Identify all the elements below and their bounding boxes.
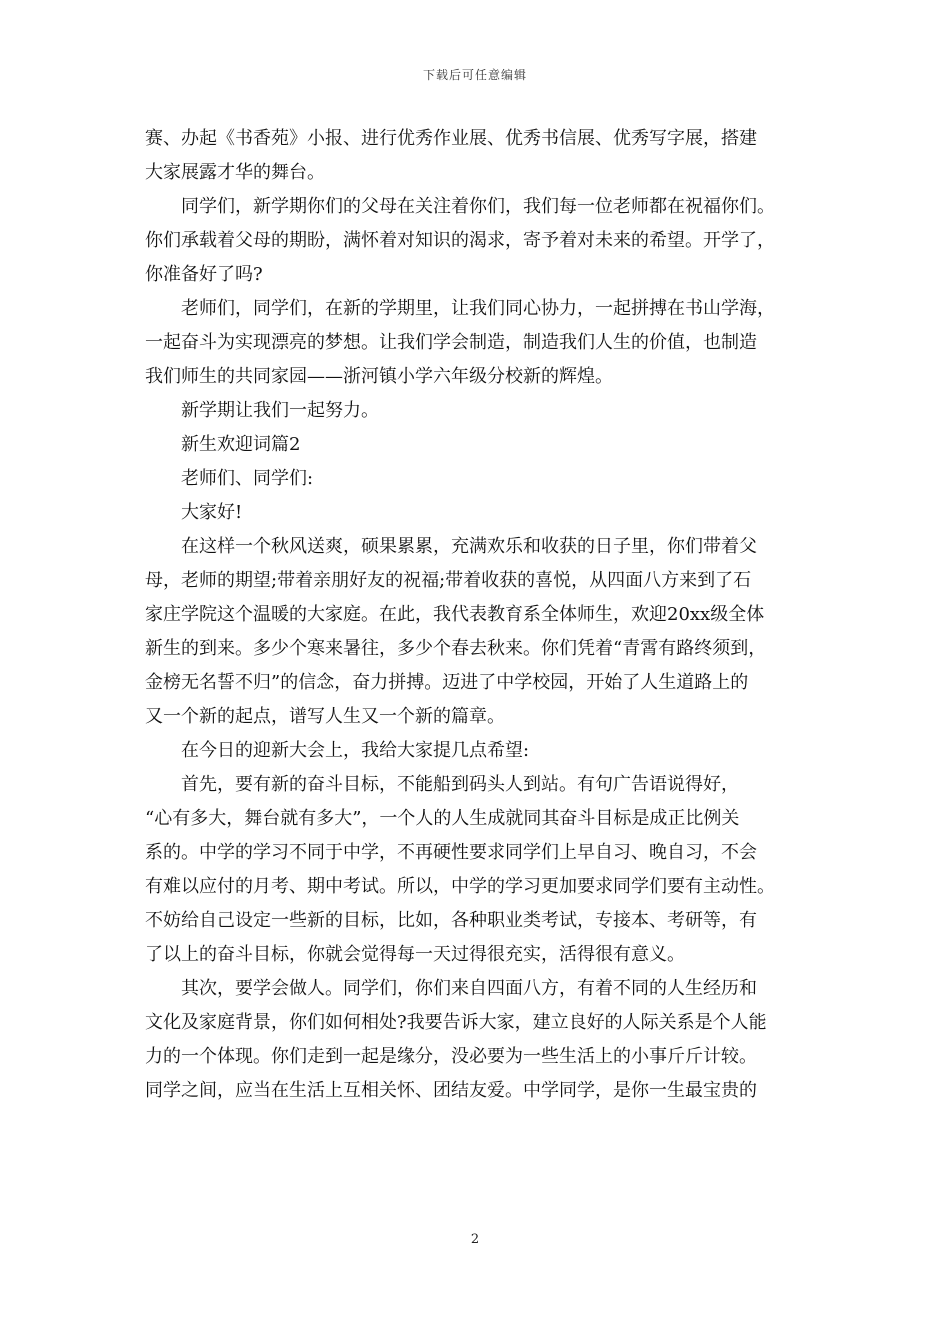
text-line: 老师们、同学们: xyxy=(181,468,314,489)
page-header: 下载后可任意编辑 xyxy=(422,68,527,82)
text-line: 有难以应付的月考、期中考试。所以，中学的学习更加要求同学们要有主动性。 xyxy=(145,876,775,897)
text-line: 大家展露才华的舞台。 xyxy=(145,162,325,183)
text-line: 母，老师的期望;带着亲朋好友的祝福;带着收获的喜悦，从四面八方来到了石 xyxy=(145,570,752,591)
text-line: 力的一个体现。你们走到一起是缘分，没必要为一些生活上的小事斤斤计较。 xyxy=(145,1046,757,1067)
text-line: 新学期让我们一起努力。 xyxy=(181,400,379,421)
text-line: 你们承载着父母的期盼，满怀着对知识的渴求，寄予着对未来的希望。开学了， xyxy=(145,230,775,251)
text-line: 其次，要学会做人。同学们，你们来自四面八方，有着不同的人生经历和 xyxy=(181,978,757,999)
text-line: 新生欢迎词篇2 xyxy=(181,434,301,455)
text-line: 老师们，同学们，在新的学期里，让我们同心协力，一起拼搏在书山学海， xyxy=(181,298,775,319)
text-line: 一起奋斗为实现漂亮的梦想。让我们学会制造，制造我们人生的价值，也制造 xyxy=(145,332,757,353)
text-line: 同学们，新学期你们的父母在关注着你们，我们每一位老师都在祝福你们。 xyxy=(181,196,775,217)
text-line: 不妨给自己设定一些新的目标，比如，各种职业类考试，专接本、考研等，有 xyxy=(145,910,757,931)
text-line: 金榜无名誓不归”的信念，奋力拼搏。迈进了中学校园，开始了人生道路上的 xyxy=(145,672,749,693)
text-line: 首先，要有新的奋斗目标，不能船到码头人到站。有句广告语说得好， xyxy=(181,774,739,795)
text-line: 你准备好了吗? xyxy=(145,264,263,285)
text-line: 大家好! xyxy=(181,502,243,523)
text-line: 同学之间，应当在生活上互相关怀、团结友爱。中学同学，是你一生最宝贵的 xyxy=(145,1080,757,1101)
text-line: 新生的到来。多少个寒来暑往，多少个春去秋来。你们凭着“青霄有路终须到， xyxy=(145,638,767,659)
page-number: 2 xyxy=(470,1232,480,1247)
text-line: 又一个新的起点，谱写人生又一个新的篇章。 xyxy=(145,706,505,727)
document-body xyxy=(145,122,815,1108)
text-line: 在这样一个秋风送爽，硕果累累，充满欢乐和收获的日子里，你们带着父 xyxy=(181,536,757,557)
text-line: 家庄学院这个温暖的大家庭。在此，我代表教育系全体师生，欢迎20xx级全体 xyxy=(145,604,765,625)
text-line: 系的。中学的学习不同于中学，不再硬性要求同学们上早自习、晚自习，不会 xyxy=(145,842,757,863)
text-line: 了以上的奋斗目标，你就会觉得每一天过得很充实，活得很有意义。 xyxy=(145,944,685,965)
text-line: 在今日的迎新大会上，我给大家提几点希望: xyxy=(181,740,530,761)
text-line: 赛、办起《书香苑》小报、进行优秀作业展、优秀书信展、优秀写字展，搭建 xyxy=(145,128,757,149)
text-line: 我们师生的共同家园——浙河镇小学六年级分校新的辉煌。 xyxy=(145,366,613,387)
text-line: “心有多大，舞台就有多大”，一个人的人生成就同其奋斗目标是成正比例关 xyxy=(145,808,740,829)
text-line: 文化及家庭背景，你们如何相处?我要告诉大家，建立良好的人际关系是个人能 xyxy=(145,1012,767,1033)
